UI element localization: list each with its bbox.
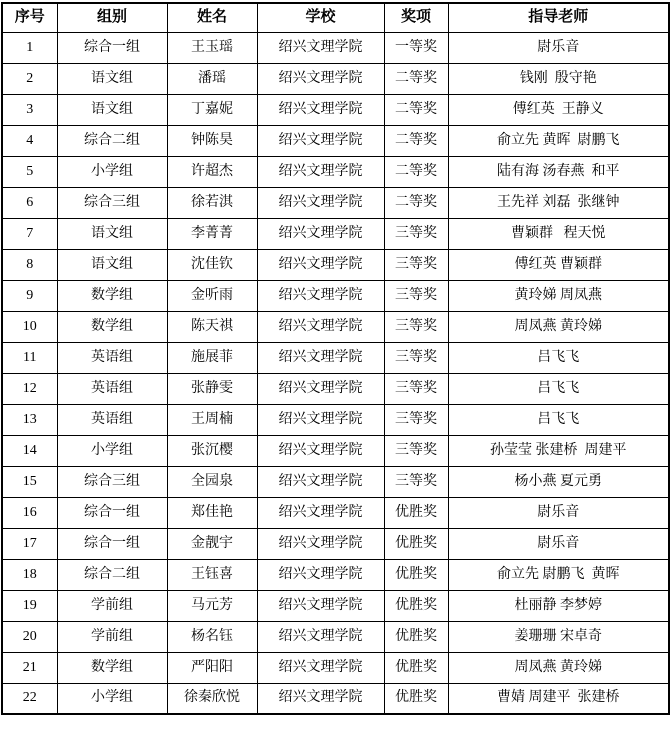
cell-index: 13 (2, 404, 57, 435)
cell-school: 绍兴文理学院 (257, 528, 384, 559)
cell-school: 绍兴文理学院 (257, 404, 384, 435)
cell-group: 数学组 (57, 652, 167, 683)
cell-school: 绍兴文理学院 (257, 466, 384, 497)
cell-teachers: 钱刚 殷守艳 (448, 63, 669, 94)
cell-name: 马元芳 (167, 590, 257, 621)
cell-school: 绍兴文理学院 (257, 652, 384, 683)
cell-name: 郑佳艳 (167, 497, 257, 528)
cell-group: 综合三组 (57, 187, 167, 218)
cell-award: 优胜奖 (384, 652, 448, 683)
table-row (2, 404, 669, 435)
cell-award: 优胜奖 (384, 497, 448, 528)
cell-index: 5 (2, 156, 57, 187)
cell-teachers: 曹婧 周建平 张建桥 (448, 683, 669, 714)
cell-school: 绍兴文理学院 (257, 156, 384, 187)
cell-school: 绍兴文理学院 (257, 559, 384, 590)
cell-name: 陈天祺 (167, 311, 257, 342)
cell-teachers: 尉乐音 (448, 32, 669, 63)
cell-group: 数学组 (57, 280, 167, 311)
cell-teachers: 曹颖群 程天悦 (448, 218, 669, 249)
cell-group: 综合三组 (57, 466, 167, 497)
cell-teachers: 傅红英 曹颖群 (448, 249, 669, 280)
cell-teachers: 周凤燕 黄玲娣 (448, 311, 669, 342)
cell-group: 语文组 (57, 218, 167, 249)
cell-group: 英语组 (57, 342, 167, 373)
cell-name: 丁嘉妮 (167, 94, 257, 125)
cell-teachers: 尉乐音 (448, 497, 669, 528)
cell-index: 4 (2, 125, 57, 156)
cell-school: 绍兴文理学院 (257, 125, 384, 156)
cell-group: 综合二组 (57, 559, 167, 590)
cell-award: 三等奖 (384, 218, 448, 249)
cell-award: 二等奖 (384, 187, 448, 218)
table-row (2, 125, 669, 156)
cell-award: 二等奖 (384, 63, 448, 94)
table-row (2, 187, 669, 218)
cell-award: 二等奖 (384, 156, 448, 187)
cell-group: 综合一组 (57, 528, 167, 559)
cell-award: 三等奖 (384, 280, 448, 311)
cell-name: 王周楠 (167, 404, 257, 435)
cell-teachers: 吕飞飞 (448, 342, 669, 373)
cell-award: 三等奖 (384, 249, 448, 280)
cell-teachers: 周凤燕 黄玲娣 (448, 652, 669, 683)
cell-index: 7 (2, 218, 57, 249)
cell-school: 绍兴文理学院 (257, 435, 384, 466)
cell-award: 三等奖 (384, 342, 448, 373)
cell-name: 徐若淇 (167, 187, 257, 218)
cell-award: 优胜奖 (384, 590, 448, 621)
table-row (2, 652, 669, 683)
cell-teachers: 俞立先 黄晖 尉鹏飞 (448, 125, 669, 156)
cell-teachers: 傅红英 王静义 (448, 94, 669, 125)
table-row (2, 280, 669, 311)
cell-award: 二等奖 (384, 94, 448, 125)
cell-group: 英语组 (57, 373, 167, 404)
cell-group: 综合一组 (57, 497, 167, 528)
cell-group: 综合一组 (57, 32, 167, 63)
table-row (2, 528, 669, 559)
cell-school: 绍兴文理学院 (257, 497, 384, 528)
cell-school: 绍兴文理学院 (257, 218, 384, 249)
cell-group: 综合二组 (57, 125, 167, 156)
cell-school: 绍兴文理学院 (257, 311, 384, 342)
cell-teachers: 吕飞飞 (448, 373, 669, 404)
cell-index: 1 (2, 32, 57, 63)
cell-teachers: 姜珊珊 宋卓奇 (448, 621, 669, 652)
cell-teachers: 杜丽静 李梦婷 (448, 590, 669, 621)
cell-index: 12 (2, 373, 57, 404)
cell-index: 9 (2, 280, 57, 311)
cell-name: 金听雨 (167, 280, 257, 311)
cell-name: 全园泉 (167, 466, 257, 497)
cell-name: 施展菲 (167, 342, 257, 373)
cell-name: 王玉瑶 (167, 32, 257, 63)
cell-teachers: 吕飞飞 (448, 404, 669, 435)
cell-award: 三等奖 (384, 435, 448, 466)
cell-school: 绍兴文理学院 (257, 280, 384, 311)
cell-name: 张静雯 (167, 373, 257, 404)
cell-teachers: 俞立先 尉鹏飞 黄晖 (448, 559, 669, 590)
award-table (1, 2, 670, 715)
cell-school: 绍兴文理学院 (257, 683, 384, 714)
cell-school: 绍兴文理学院 (257, 590, 384, 621)
cell-school: 绍兴文理学院 (257, 249, 384, 280)
table-row (2, 63, 669, 94)
cell-award: 二等奖 (384, 125, 448, 156)
cell-award: 优胜奖 (384, 683, 448, 714)
cell-name: 金靓宇 (167, 528, 257, 559)
column-header-group: 组别 (57, 3, 167, 32)
cell-award: 优胜奖 (384, 528, 448, 559)
cell-group: 数学组 (57, 311, 167, 342)
cell-group: 学前组 (57, 590, 167, 621)
header-row (2, 3, 669, 32)
cell-index: 3 (2, 94, 57, 125)
cell-name: 王钰喜 (167, 559, 257, 590)
cell-index: 20 (2, 621, 57, 652)
cell-school: 绍兴文理学院 (257, 373, 384, 404)
cell-school: 绍兴文理学院 (257, 63, 384, 94)
table-row (2, 342, 669, 373)
table-row (2, 218, 669, 249)
table-row (2, 249, 669, 280)
cell-award: 三等奖 (384, 373, 448, 404)
cell-teachers: 黄玲娣 周凤燕 (448, 280, 669, 311)
column-header-name: 姓名 (167, 3, 257, 32)
cell-name: 李菁菁 (167, 218, 257, 249)
table-row (2, 497, 669, 528)
cell-name: 钟陈昊 (167, 125, 257, 156)
cell-award: 三等奖 (384, 311, 448, 342)
cell-index: 2 (2, 63, 57, 94)
cell-name: 潘瑶 (167, 63, 257, 94)
cell-group: 语文组 (57, 249, 167, 280)
cell-school: 绍兴文理学院 (257, 342, 384, 373)
cell-group: 小学组 (57, 683, 167, 714)
cell-group: 语文组 (57, 63, 167, 94)
cell-school: 绍兴文理学院 (257, 32, 384, 63)
cell-name: 杨名钰 (167, 621, 257, 652)
table-row (2, 311, 669, 342)
table-row (2, 590, 669, 621)
cell-name: 严阳阳 (167, 652, 257, 683)
cell-name: 沈佳钦 (167, 249, 257, 280)
table-row (2, 559, 669, 590)
cell-index: 11 (2, 342, 57, 373)
cell-award: 优胜奖 (384, 559, 448, 590)
table-header (2, 3, 669, 32)
cell-teachers: 尉乐音 (448, 528, 669, 559)
cell-school: 绍兴文理学院 (257, 621, 384, 652)
cell-index: 18 (2, 559, 57, 590)
table-row (2, 373, 669, 404)
cell-award: 一等奖 (384, 32, 448, 63)
cell-group: 小学组 (57, 435, 167, 466)
cell-name: 徐秦欣悦 (167, 683, 257, 714)
cell-school: 绍兴文理学院 (257, 94, 384, 125)
table-row (2, 94, 669, 125)
cell-index: 15 (2, 466, 57, 497)
cell-name: 许超杰 (167, 156, 257, 187)
cell-school: 绍兴文理学院 (257, 187, 384, 218)
cell-index: 8 (2, 249, 57, 280)
column-header-school: 学校 (257, 3, 384, 32)
cell-index: 19 (2, 590, 57, 621)
cell-index: 21 (2, 652, 57, 683)
cell-index: 14 (2, 435, 57, 466)
cell-award: 三等奖 (384, 466, 448, 497)
table-row (2, 156, 669, 187)
cell-name: 张沉樱 (167, 435, 257, 466)
cell-group: 小学组 (57, 156, 167, 187)
table-row (2, 435, 669, 466)
table-row (2, 683, 669, 714)
cell-index: 17 (2, 528, 57, 559)
table-row (2, 466, 669, 497)
table-row (2, 621, 669, 652)
table-body (2, 32, 669, 714)
cell-teachers: 陆有海 汤春燕 和平 (448, 156, 669, 187)
cell-award: 三等奖 (384, 404, 448, 435)
cell-index: 22 (2, 683, 57, 714)
cell-index: 6 (2, 187, 57, 218)
cell-teachers: 王先祥 刘磊 张继钟 (448, 187, 669, 218)
cell-group: 语文组 (57, 94, 167, 125)
column-header-teachers: 指导老师 (448, 3, 669, 32)
column-header-award: 奖项 (384, 3, 448, 32)
cell-award: 优胜奖 (384, 621, 448, 652)
column-header-index: 序号 (2, 3, 57, 32)
table-row (2, 32, 669, 63)
cell-index: 16 (2, 497, 57, 528)
cell-group: 学前组 (57, 621, 167, 652)
cell-teachers: 孙莹莹 张建桥 周建平 (448, 435, 669, 466)
cell-teachers: 杨小燕 夏元勇 (448, 466, 669, 497)
cell-group: 英语组 (57, 404, 167, 435)
cell-index: 10 (2, 311, 57, 342)
